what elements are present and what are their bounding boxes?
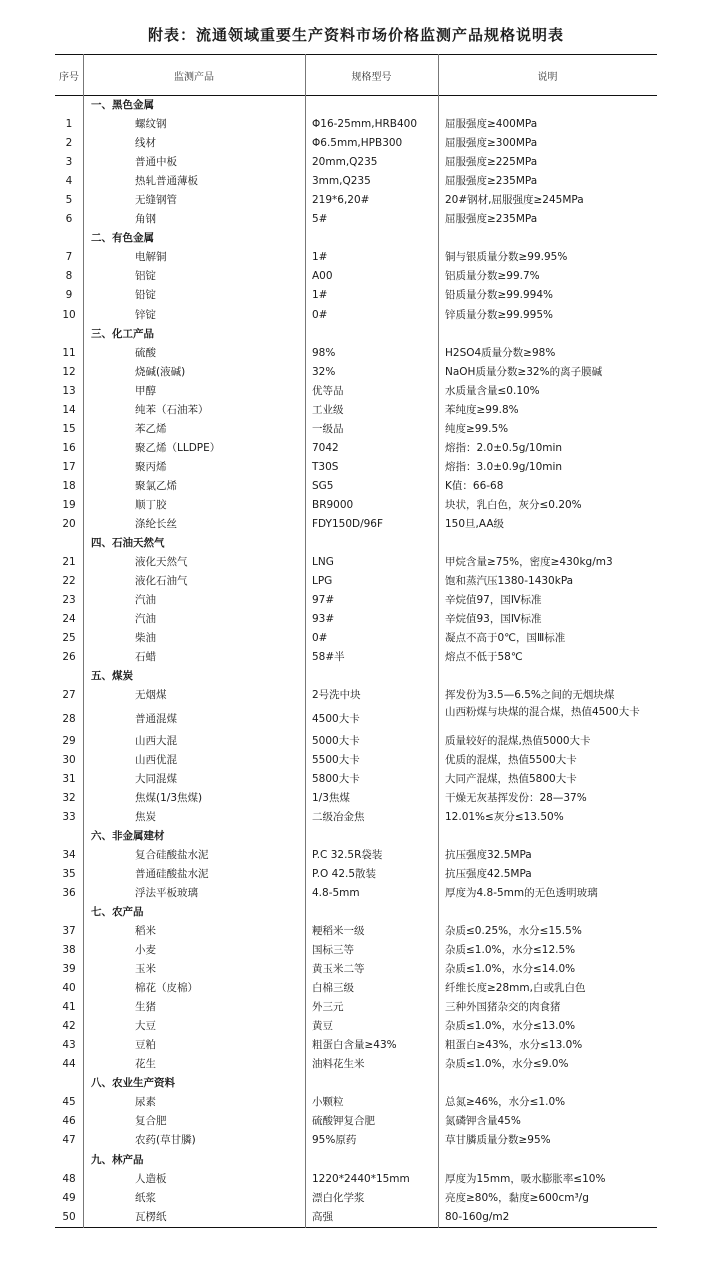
- product-description: 大同产混煤，热值5800大卡: [445, 772, 577, 785]
- category-label: 一、黑色金属: [91, 99, 154, 111]
- table-row: [55, 210, 657, 229]
- product-spec: 97#: [312, 594, 335, 607]
- row-number: 29: [62, 734, 76, 747]
- row-number: 4: [65, 175, 73, 188]
- product-spec: 高强: [312, 1210, 333, 1223]
- product-name: 热轧普通薄板: [135, 175, 198, 188]
- product-description: 杂质≤1.0%，水分≤12.5%: [445, 944, 576, 957]
- product-name: 复合肥: [135, 1115, 167, 1128]
- product-name: 汽油: [135, 594, 156, 607]
- row-number: 38: [62, 944, 76, 957]
- table-row: [55, 382, 657, 401]
- header-spec: 规格型号: [351, 71, 392, 83]
- category-row: [55, 827, 657, 846]
- product-spec: 1/3焦煤: [312, 791, 350, 804]
- table-row: [55, 439, 657, 458]
- category-label: 四、石油天然气: [91, 537, 165, 550]
- product-name: 玉米: [135, 963, 156, 976]
- column-divider: [83, 54, 84, 1228]
- product-description: 亮度≥80%，黏度≥600cm³/g: [445, 1191, 589, 1204]
- product-spec: Φ6.5mm,HPB300: [312, 137, 403, 150]
- row-number: 28: [62, 712, 76, 725]
- row-number: 37: [62, 924, 76, 937]
- product-spec: P.C 32.5R袋装: [312, 848, 383, 861]
- product-name: 甲醇: [135, 384, 156, 397]
- table-row: [55, 1189, 657, 1208]
- row-number: 43: [62, 1039, 76, 1052]
- product-spec: 3mm,Q235: [312, 175, 371, 188]
- row-number: 23: [62, 594, 76, 607]
- product-name: 铝锭: [135, 270, 156, 283]
- category-row: [55, 1074, 657, 1093]
- product-name: 顺丁胶: [135, 498, 167, 511]
- product-spec: LPG: [312, 575, 333, 588]
- product-description: 质量较好的混煤,热值5000大卡: [445, 734, 591, 747]
- row-number: 45: [62, 1096, 76, 1109]
- table-header: [55, 54, 657, 96]
- row-number: 6: [65, 213, 73, 226]
- product-name: 螺纹钢: [135, 118, 167, 131]
- table-row: [55, 267, 657, 286]
- product-name: 纯苯（石油苯）: [135, 403, 209, 416]
- product-description: 饱和蒸汽压1380-1430kPa: [445, 575, 574, 588]
- category-row: [55, 325, 657, 344]
- table-row: [55, 789, 657, 808]
- row-number: 31: [62, 772, 76, 785]
- row-number: 42: [62, 1020, 76, 1033]
- product-spec: FDY150D/96F: [312, 518, 384, 531]
- product-name: 液化天然气: [135, 556, 188, 569]
- product-description: 辛烷值93，国Ⅳ标准: [445, 613, 542, 626]
- product-spec: 1#: [312, 289, 328, 302]
- table-row: [55, 115, 657, 134]
- product-spec: 白棉三级: [312, 982, 354, 995]
- product-description: 20#钢材,屈服强度≥245MPa: [445, 194, 584, 207]
- product-spec: 0#: [312, 308, 328, 321]
- product-name: 柴油: [135, 632, 156, 645]
- table-row: [55, 286, 657, 305]
- table-row: [55, 458, 657, 477]
- row-number: 35: [62, 867, 76, 880]
- product-description: 铅质量分数≥99.994%: [445, 289, 554, 302]
- product-spec: 219*6,20#: [312, 194, 370, 207]
- row-number: 46: [62, 1115, 76, 1128]
- product-description: 杂质≤0.25%，水分≤15.5%: [445, 924, 582, 937]
- table-row: [55, 191, 657, 210]
- product-name: 复合硅酸盐水泥: [135, 848, 209, 861]
- product-description: 熔指：3.0±0.9g/10min: [445, 460, 563, 473]
- product-description: H2SO4质量分数≥98%: [445, 346, 556, 359]
- product-name: 聚丙烯: [135, 460, 167, 473]
- product-name: 纸浆: [135, 1191, 156, 1204]
- product-description: 杂质≤1.0%，水分≤9.0%: [445, 1058, 569, 1071]
- product-spec: SG5: [312, 479, 334, 492]
- category-row: [55, 534, 657, 553]
- product-name: 稻米: [135, 924, 156, 937]
- table-row: [55, 553, 657, 572]
- product-name: 花生: [135, 1058, 156, 1071]
- header-no: 序号: [59, 71, 79, 83]
- table-row: [55, 1036, 657, 1055]
- row-number: 22: [62, 575, 76, 588]
- table-row: [55, 686, 657, 705]
- product-name: 苯乙烯: [135, 422, 167, 435]
- row-number: 32: [62, 791, 76, 804]
- product-description: 厚度为4.8-5mm的无色透明玻璃: [445, 886, 598, 899]
- product-spec: 二级冶金焦: [312, 810, 365, 823]
- product-spec: 5500大卡: [312, 753, 360, 766]
- product-name: 无烟煤: [135, 689, 167, 702]
- product-name: 锌锭: [135, 308, 156, 321]
- category-label: 二、有色金属: [91, 232, 154, 245]
- product-spec: 58#半: [312, 651, 345, 664]
- product-name: 铅锭: [135, 289, 156, 302]
- row-number: 30: [62, 753, 76, 766]
- product-name: 聚乙烯（LLDPE）: [135, 441, 221, 454]
- product-description: 屈服强度≥400MPa: [445, 118, 538, 131]
- row-number: 36: [62, 886, 76, 899]
- row-number: 3: [65, 156, 73, 169]
- product-description: 杂质≤1.0%，水分≤13.0%: [445, 1020, 576, 1033]
- product-name: 石蜡: [135, 651, 156, 664]
- product-name: 豆粕: [135, 1039, 156, 1052]
- table-row: [55, 808, 657, 827]
- table-bottom-rule: [55, 1227, 657, 1228]
- product-spec: 粗蛋白含量≥43%: [312, 1039, 397, 1052]
- table-row: [55, 1093, 657, 1112]
- product-spec: 优等品: [312, 384, 344, 397]
- category-label: 六、非金属建材: [91, 829, 165, 842]
- row-number: 2: [65, 137, 73, 150]
- product-name: 生猪: [135, 1001, 156, 1014]
- row-number: 5: [65, 194, 73, 207]
- product-spec: 2号洗中块: [312, 689, 361, 702]
- product-description: 辛烷值97，国Ⅳ标准: [445, 594, 542, 607]
- category-label: 五、煤炭: [91, 670, 133, 683]
- row-number: 21: [62, 556, 76, 569]
- row-number: 26: [62, 651, 76, 664]
- category-label: 三、化工产品: [91, 327, 154, 340]
- product-spec: 工业级: [312, 403, 344, 416]
- table-row: [55, 591, 657, 610]
- product-spec: 小颗粒: [312, 1096, 344, 1109]
- table-row: [55, 770, 657, 789]
- table-row: [55, 1208, 657, 1227]
- table-row: [55, 1017, 657, 1036]
- product-name: 普通中板: [135, 156, 177, 169]
- row-number: 50: [62, 1210, 76, 1223]
- category-row: [55, 667, 657, 686]
- product-spec: 0#: [312, 632, 328, 645]
- product-description: 优质的混煤，热值5500大卡: [445, 753, 577, 766]
- product-name: 硫酸: [135, 346, 156, 359]
- product-spec: 硫酸钾复合肥: [312, 1115, 375, 1128]
- product-name: 小麦: [135, 944, 156, 957]
- row-number: 44: [62, 1058, 76, 1071]
- product-name: 棉花（皮棉）: [135, 982, 198, 995]
- row-number: 10: [62, 308, 76, 321]
- page-title: 附表：流通领域重要生产资料市场价格监测产品规格说明表: [147, 26, 564, 44]
- product-spec: T30S: [312, 460, 339, 473]
- product-description: 纤维长度≥28mm,白或乳白色: [445, 982, 586, 995]
- table-row: [55, 922, 657, 941]
- product-description: 块状，乳白色，灰分≤0.20%: [445, 498, 582, 511]
- product-spec: Φ16-25mm,HRB400: [312, 118, 418, 131]
- product-spec: 7042: [312, 441, 339, 454]
- row-number: 24: [62, 613, 76, 626]
- product-name: 瓦楞纸: [135, 1210, 167, 1223]
- table-row: [55, 979, 657, 998]
- table-row: [55, 706, 657, 732]
- product-description: 凝点不高于0℃，国Ⅲ标准: [445, 632, 566, 645]
- product-spec: 98%: [312, 346, 336, 359]
- product-description: 铜与银质量分数≥99.95%: [445, 251, 568, 264]
- row-number: 14: [62, 403, 76, 416]
- product-spec: 32%: [312, 365, 336, 378]
- table-row: [55, 496, 657, 515]
- table-row: [55, 401, 657, 420]
- table-row: [55, 153, 657, 172]
- product-spec: 95%原药: [312, 1134, 357, 1147]
- product-description: 甲烷含量≥75%，密度≥430kg/m3: [445, 556, 613, 569]
- product-spec: 油料花生米: [312, 1058, 365, 1071]
- row-number: 19: [62, 498, 76, 511]
- product-name: 焦炭: [135, 810, 156, 823]
- table-row: [55, 172, 657, 191]
- table-row: [55, 572, 657, 591]
- product-spec: LNG: [312, 556, 334, 569]
- row-number: 1: [65, 118, 73, 131]
- table-row: [55, 306, 657, 325]
- product-description: 屈服强度≥235MPa: [445, 175, 538, 188]
- product-spec: 5800大卡: [312, 772, 360, 785]
- row-number: 33: [62, 810, 76, 823]
- product-description: 山西粉煤与块煤的混合煤，热值4500大卡: [445, 705, 640, 718]
- table-row: [55, 477, 657, 496]
- product-name: 聚氯乙烯: [135, 479, 177, 492]
- table-row: [55, 1131, 657, 1150]
- product-spec: 5#: [312, 213, 328, 226]
- row-number: 9: [65, 289, 73, 302]
- row-number: 13: [62, 384, 76, 397]
- product-name: 大同混煤: [135, 772, 177, 785]
- category-row: [55, 903, 657, 922]
- product-spec: 4.8-5mm: [312, 886, 360, 899]
- table-row: [55, 420, 657, 439]
- product-name: 大豆: [135, 1020, 156, 1033]
- table-row: [55, 884, 657, 903]
- product-name: 角钢: [135, 213, 156, 226]
- product-description: 12.01%≤灰分≤13.50%: [445, 810, 564, 823]
- table-row: [55, 1170, 657, 1189]
- row-number: 18: [62, 479, 76, 492]
- table-body: [55, 96, 657, 1227]
- table-row: [55, 1055, 657, 1074]
- category-row: [55, 229, 657, 248]
- product-spec: 粳稻米一级: [312, 924, 365, 937]
- product-description: 屈服强度≥235MPa: [445, 213, 538, 226]
- product-description: 屈服强度≥225MPa: [445, 156, 538, 169]
- row-number: 47: [62, 1134, 76, 1147]
- product-description: 抗压强度32.5MPa: [445, 848, 532, 861]
- product-description: 三种外国猪杂交的肉食猪: [445, 1001, 561, 1014]
- product-description: 总氮≥46%，水分≤1.0%: [445, 1096, 566, 1109]
- row-number: 20: [62, 518, 76, 531]
- product-description: NaOH质量分数≥32%的离子膜碱: [445, 365, 603, 378]
- product-spec: 20mm,Q235: [312, 156, 378, 169]
- column-divider: [305, 54, 306, 1228]
- product-spec: 5000大卡: [312, 734, 360, 747]
- row-number: 16: [62, 441, 76, 454]
- row-number: 39: [62, 963, 76, 976]
- product-spec: 黄玉米二等: [312, 963, 365, 976]
- product-description: 氮磷钾含量45%: [445, 1115, 521, 1128]
- row-number: 25: [62, 632, 76, 645]
- product-description: 挥发份为3.5—6.5%之间的无烟块煤: [445, 689, 615, 702]
- product-description: 熔指：2.0±0.5g/10min: [445, 441, 563, 454]
- row-number: 17: [62, 460, 76, 473]
- product-name: 山西大混: [135, 734, 177, 747]
- product-spec: A00: [312, 270, 333, 283]
- product-name: 汽油: [135, 613, 156, 626]
- product-description: 抗压强度42.5MPa: [445, 867, 532, 880]
- product-description: 杂质≤1.0%，水分≤14.0%: [445, 963, 576, 976]
- product-name: 线材: [135, 137, 156, 150]
- product-description: 水质量含量≤0.10%: [445, 384, 540, 397]
- product-name: 液化石油气: [135, 575, 188, 588]
- row-number: 12: [62, 365, 76, 378]
- product-name: 普通硅酸盐水泥: [135, 867, 209, 880]
- product-spec: 漂白化学浆: [312, 1191, 365, 1204]
- product-description: 铝质量分数≥99.7%: [445, 270, 540, 283]
- table-row: [55, 344, 657, 363]
- product-spec: 国标三等: [312, 944, 354, 957]
- table-row: [55, 248, 657, 267]
- category-label: 七、农产品: [91, 905, 144, 918]
- row-number: 7: [65, 251, 73, 264]
- header-product: 监测产品: [174, 71, 214, 83]
- table-row: [55, 941, 657, 960]
- table-row: [55, 998, 657, 1017]
- category-row: [55, 1151, 657, 1170]
- product-spec: 外三元: [312, 1001, 344, 1014]
- product-description: 厚度为15mm，吸水膨胀率≤10%: [445, 1172, 606, 1185]
- row-number: 15: [62, 422, 76, 435]
- product-spec: 一级品: [312, 422, 344, 435]
- table-row: [55, 363, 657, 382]
- product-description: 粗蛋白≥43%，水分≤13.0%: [445, 1039, 583, 1052]
- table-row: [55, 629, 657, 648]
- product-spec: 1220*2440*15mm: [312, 1172, 410, 1185]
- table-row: [55, 1112, 657, 1131]
- product-description: 熔点不低于58℃: [445, 651, 523, 664]
- row-number: 48: [62, 1172, 76, 1185]
- product-description: 草甘膦质量分数≥95%: [445, 1134, 551, 1147]
- product-spec: BR9000: [312, 498, 354, 511]
- table-row: [55, 515, 657, 534]
- product-name: 山西优混: [135, 753, 177, 766]
- row-number: 11: [62, 346, 76, 359]
- table-row: [55, 134, 657, 153]
- product-name: 涤纶长丝: [135, 518, 177, 531]
- row-number: 27: [62, 689, 76, 702]
- product-description: 纯度≥99.5%: [445, 422, 509, 435]
- product-name: 农药(草甘膦): [135, 1134, 196, 1147]
- column-divider: [438, 54, 439, 1228]
- product-name: 尿素: [135, 1096, 156, 1109]
- product-name: 普通混煤: [135, 712, 177, 725]
- table-row: [55, 648, 657, 667]
- table-row: [55, 865, 657, 884]
- category-label: 八、农业生产资料: [91, 1077, 175, 1090]
- product-name: 焦煤(1/3焦煤): [135, 791, 203, 804]
- product-spec: 4500大卡: [312, 712, 360, 725]
- product-description: K值：66-68: [445, 479, 504, 492]
- spec-table: [55, 54, 657, 1228]
- category-row: [55, 96, 657, 115]
- row-number: 8: [65, 270, 73, 283]
- product-spec: 1#: [312, 251, 328, 264]
- product-name: 无缝钢管: [135, 194, 177, 207]
- product-description: 干燥无灰基挥发份：28—37%: [445, 791, 587, 804]
- table-row: [55, 732, 657, 751]
- product-description: 锌质量分数≥99.995%: [445, 308, 554, 321]
- table-row: [55, 960, 657, 979]
- product-name: 人造板: [135, 1172, 167, 1185]
- product-name: 浮法平板玻璃: [135, 886, 198, 899]
- product-description: 苯纯度≥99.8%: [445, 403, 519, 416]
- product-description: 屈服强度≥300MPa: [445, 137, 538, 150]
- product-description: 80-160g/m2: [445, 1210, 510, 1223]
- product-description: 150旦,AA级: [445, 518, 505, 531]
- product-spec: 93#: [312, 613, 335, 626]
- product-spec: P.O 42.5散装: [312, 867, 377, 880]
- table-row: [55, 610, 657, 629]
- product-name: 电解铜: [135, 251, 167, 264]
- row-number: 40: [62, 982, 76, 995]
- header-desc: 说明: [537, 71, 558, 83]
- row-number: 34: [62, 848, 76, 861]
- table-row: [55, 846, 657, 865]
- row-number: 41: [62, 1001, 76, 1014]
- category-label: 九、林产品: [91, 1153, 144, 1166]
- row-number: 49: [62, 1191, 76, 1204]
- table-row: [55, 751, 657, 770]
- product-name: 烧碱(液碱): [135, 365, 186, 378]
- product-spec: 黄豆: [312, 1020, 333, 1033]
